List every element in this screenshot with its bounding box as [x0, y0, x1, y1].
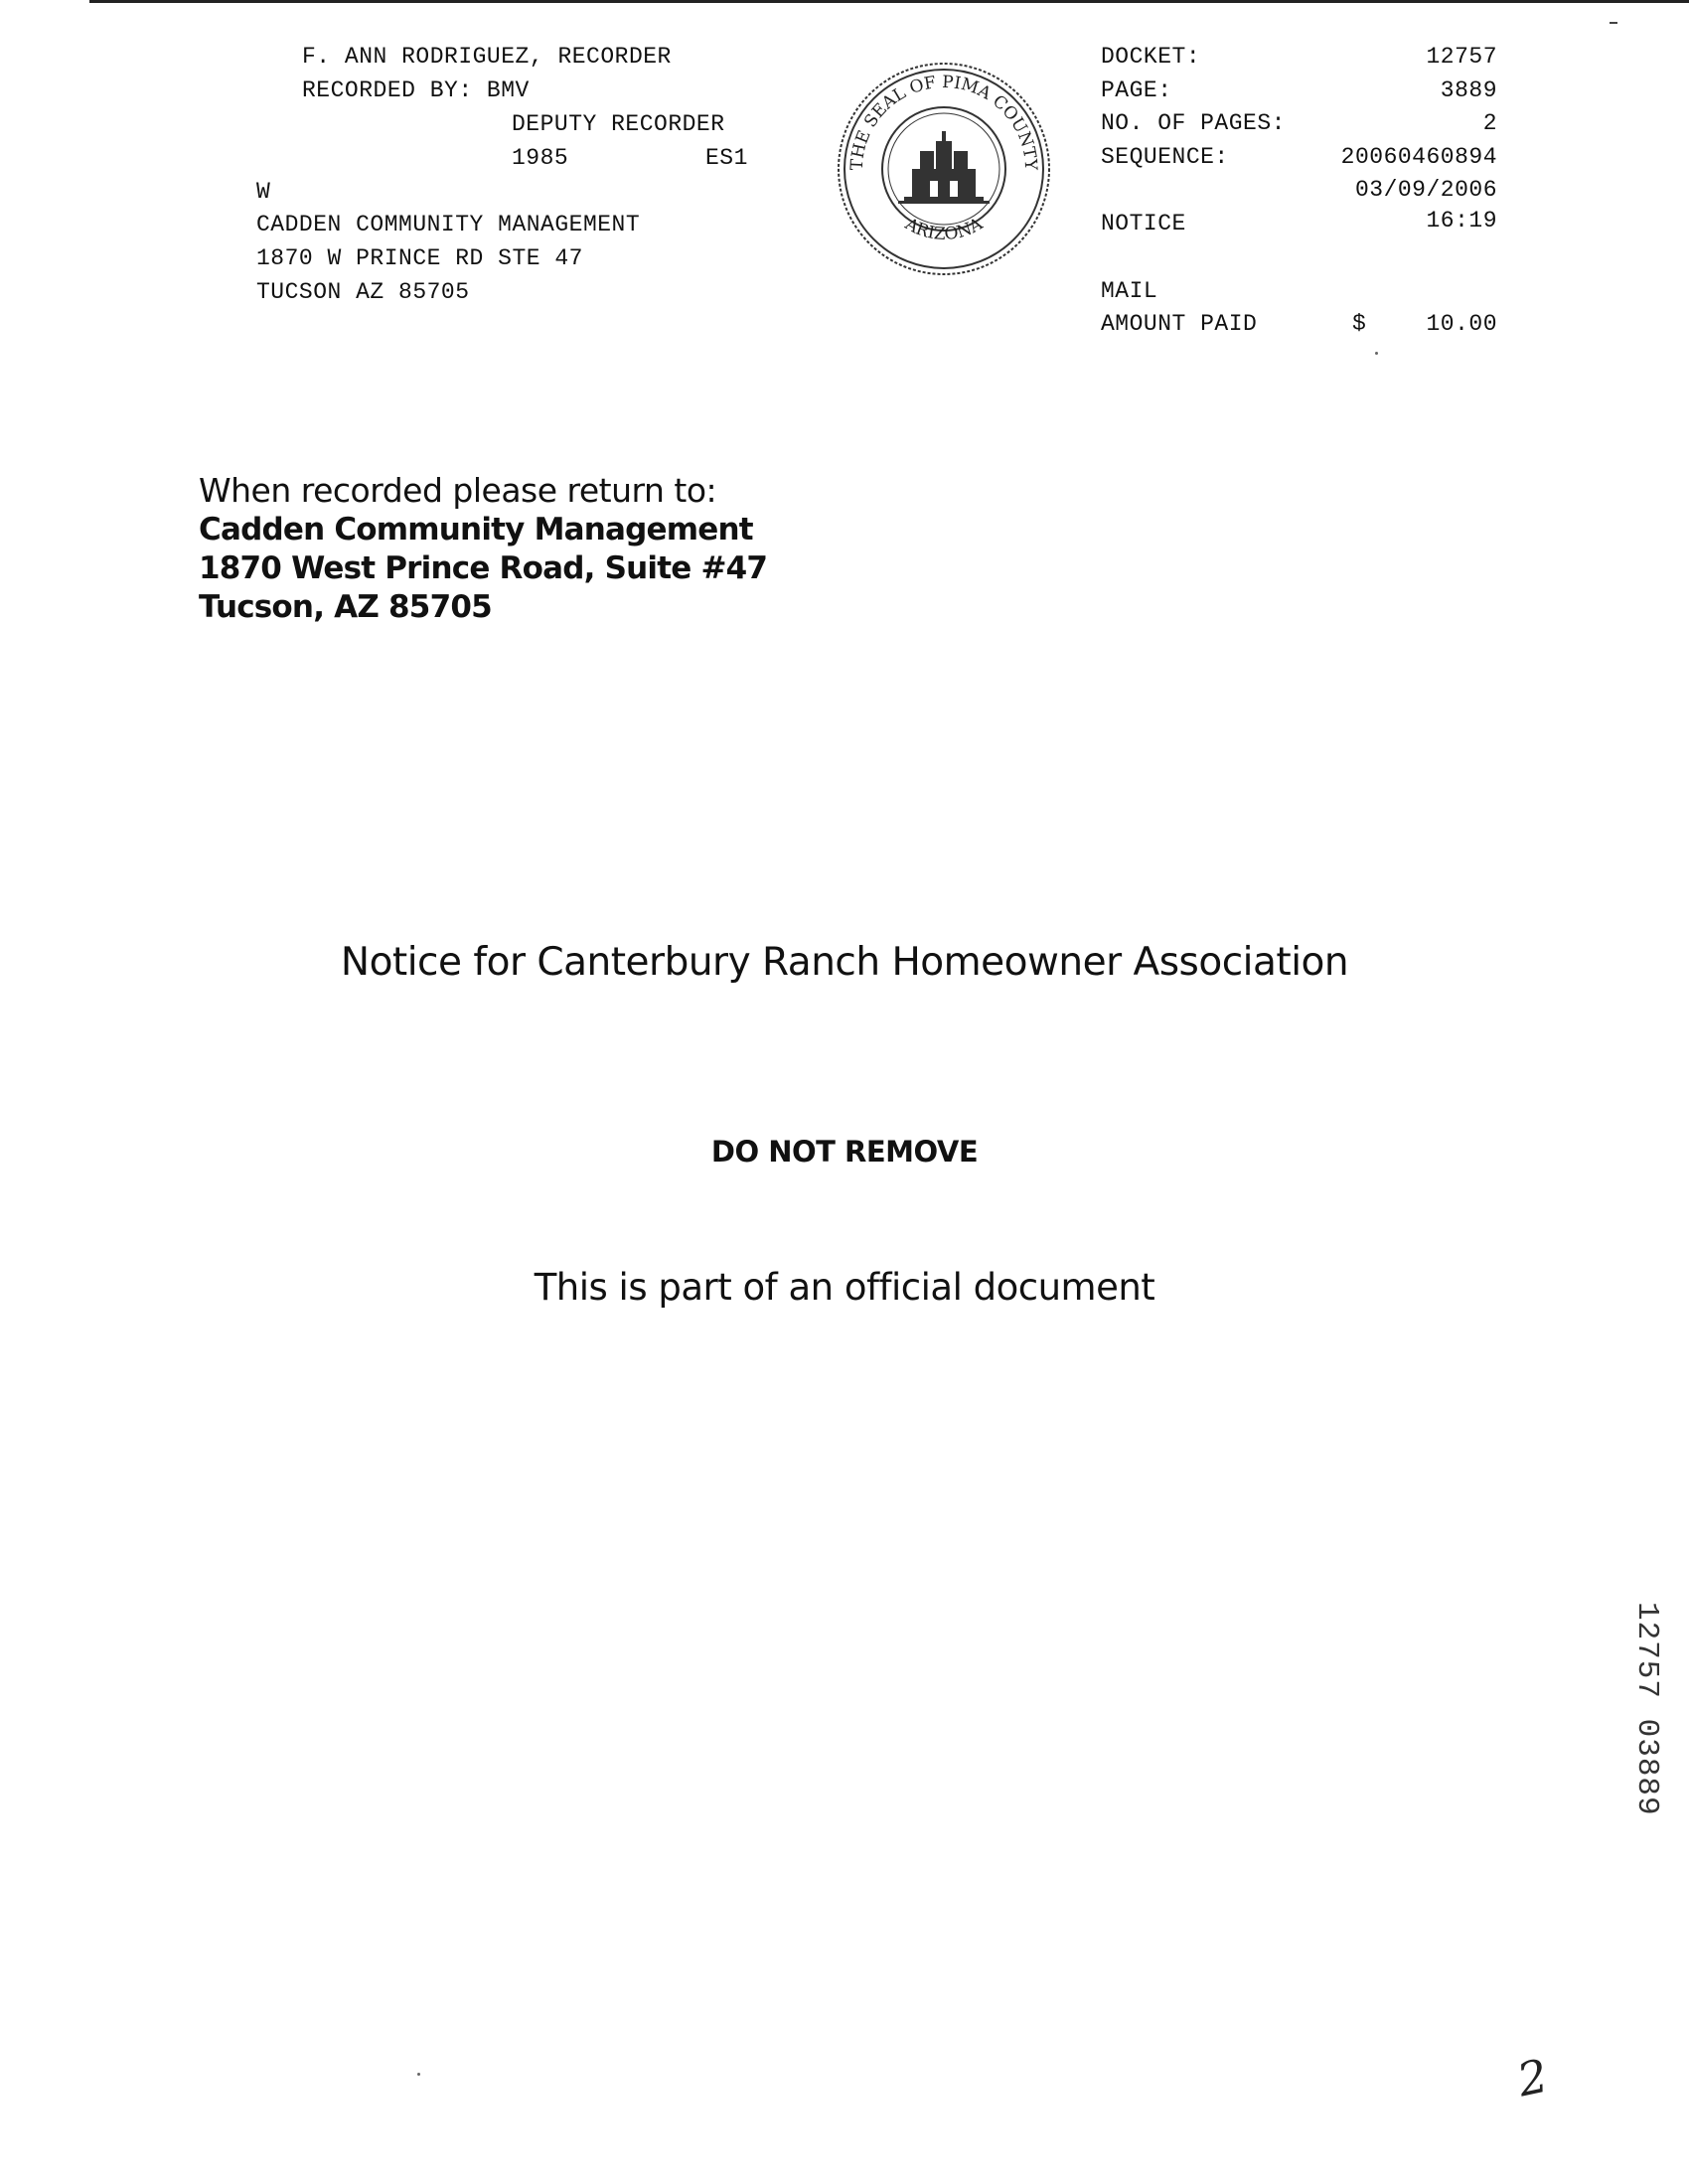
docket-label: DOCKET: [1101, 44, 1201, 70]
seal-top-text: THE SEAL OF PIMA COUNTY [846, 72, 1041, 171]
return-to-street: 1870 West Prince Road, Suite #47 [199, 550, 768, 586]
station-code: ES1 [705, 145, 748, 171]
vertical-docket-stamp: 12757 03889 [1629, 1602, 1664, 1816]
record-time: 16:19 [1426, 208, 1497, 234]
do-not-remove-warning: DO NOT REMOVE [710, 1135, 979, 1169]
vertical-stamp-container [1629, 1602, 1673, 1880]
notice-title: Notice for Canterbury Ranch Homeowner Association [340, 940, 1349, 985]
notice-label: NOTICE [1101, 211, 1186, 236]
recorder-name: F. ANN RODRIGUEZ, RECORDER [302, 44, 672, 70]
recorded-by: RECORDED BY: BMV [302, 78, 530, 103]
official-document-notice: This is part of an official document [534, 1266, 1155, 1309]
page-value: 3889 [1440, 78, 1497, 103]
return-to-city: Tucson, AZ 85705 [199, 589, 492, 625]
record-date: 03/09/2006 [1354, 177, 1497, 203]
w-marker: W [256, 179, 271, 205]
page-label: PAGE: [1101, 78, 1172, 103]
amount-paid-value: 10.00 [1426, 311, 1497, 337]
scan-speck [417, 2073, 420, 2076]
mail-address-line2: 1870 W PRINCE RD STE 47 [256, 245, 583, 271]
scan-top-edge [89, 0, 1689, 3]
return-to-name: Cadden Community Management [199, 512, 753, 547]
currency-symbol: $ [1352, 311, 1367, 337]
pages-label: NO. OF PAGES: [1101, 110, 1286, 136]
mail-address-line1: CADDEN COMMUNITY MANAGEMENT [256, 212, 641, 237]
amount-paid-label: AMOUNT PAID [1101, 311, 1258, 337]
handwritten-page-number: 2 [1512, 2048, 1553, 2107]
docket-value: 12757 [1426, 44, 1497, 70]
mail-address-line3: TUCSON AZ 85705 [256, 279, 470, 305]
scan-speck [1610, 22, 1617, 24]
sequence-value: 20060460894 [1340, 144, 1497, 170]
pages-value: 2 [1482, 110, 1497, 136]
mail-label: MAIL [1101, 278, 1158, 304]
deputy-recorder: DEPUTY RECORDER [512, 111, 725, 137]
recorder-code: 1985 [512, 145, 569, 171]
scan-speck [1375, 352, 1378, 355]
seal-bottom-text: ARIZONA [901, 214, 987, 245]
pima-county-seal [835, 60, 1053, 278]
return-to-label: When recorded please return to: [199, 471, 717, 510]
seal-building-icon [898, 131, 990, 204]
sequence-label: SEQUENCE: [1101, 144, 1229, 170]
